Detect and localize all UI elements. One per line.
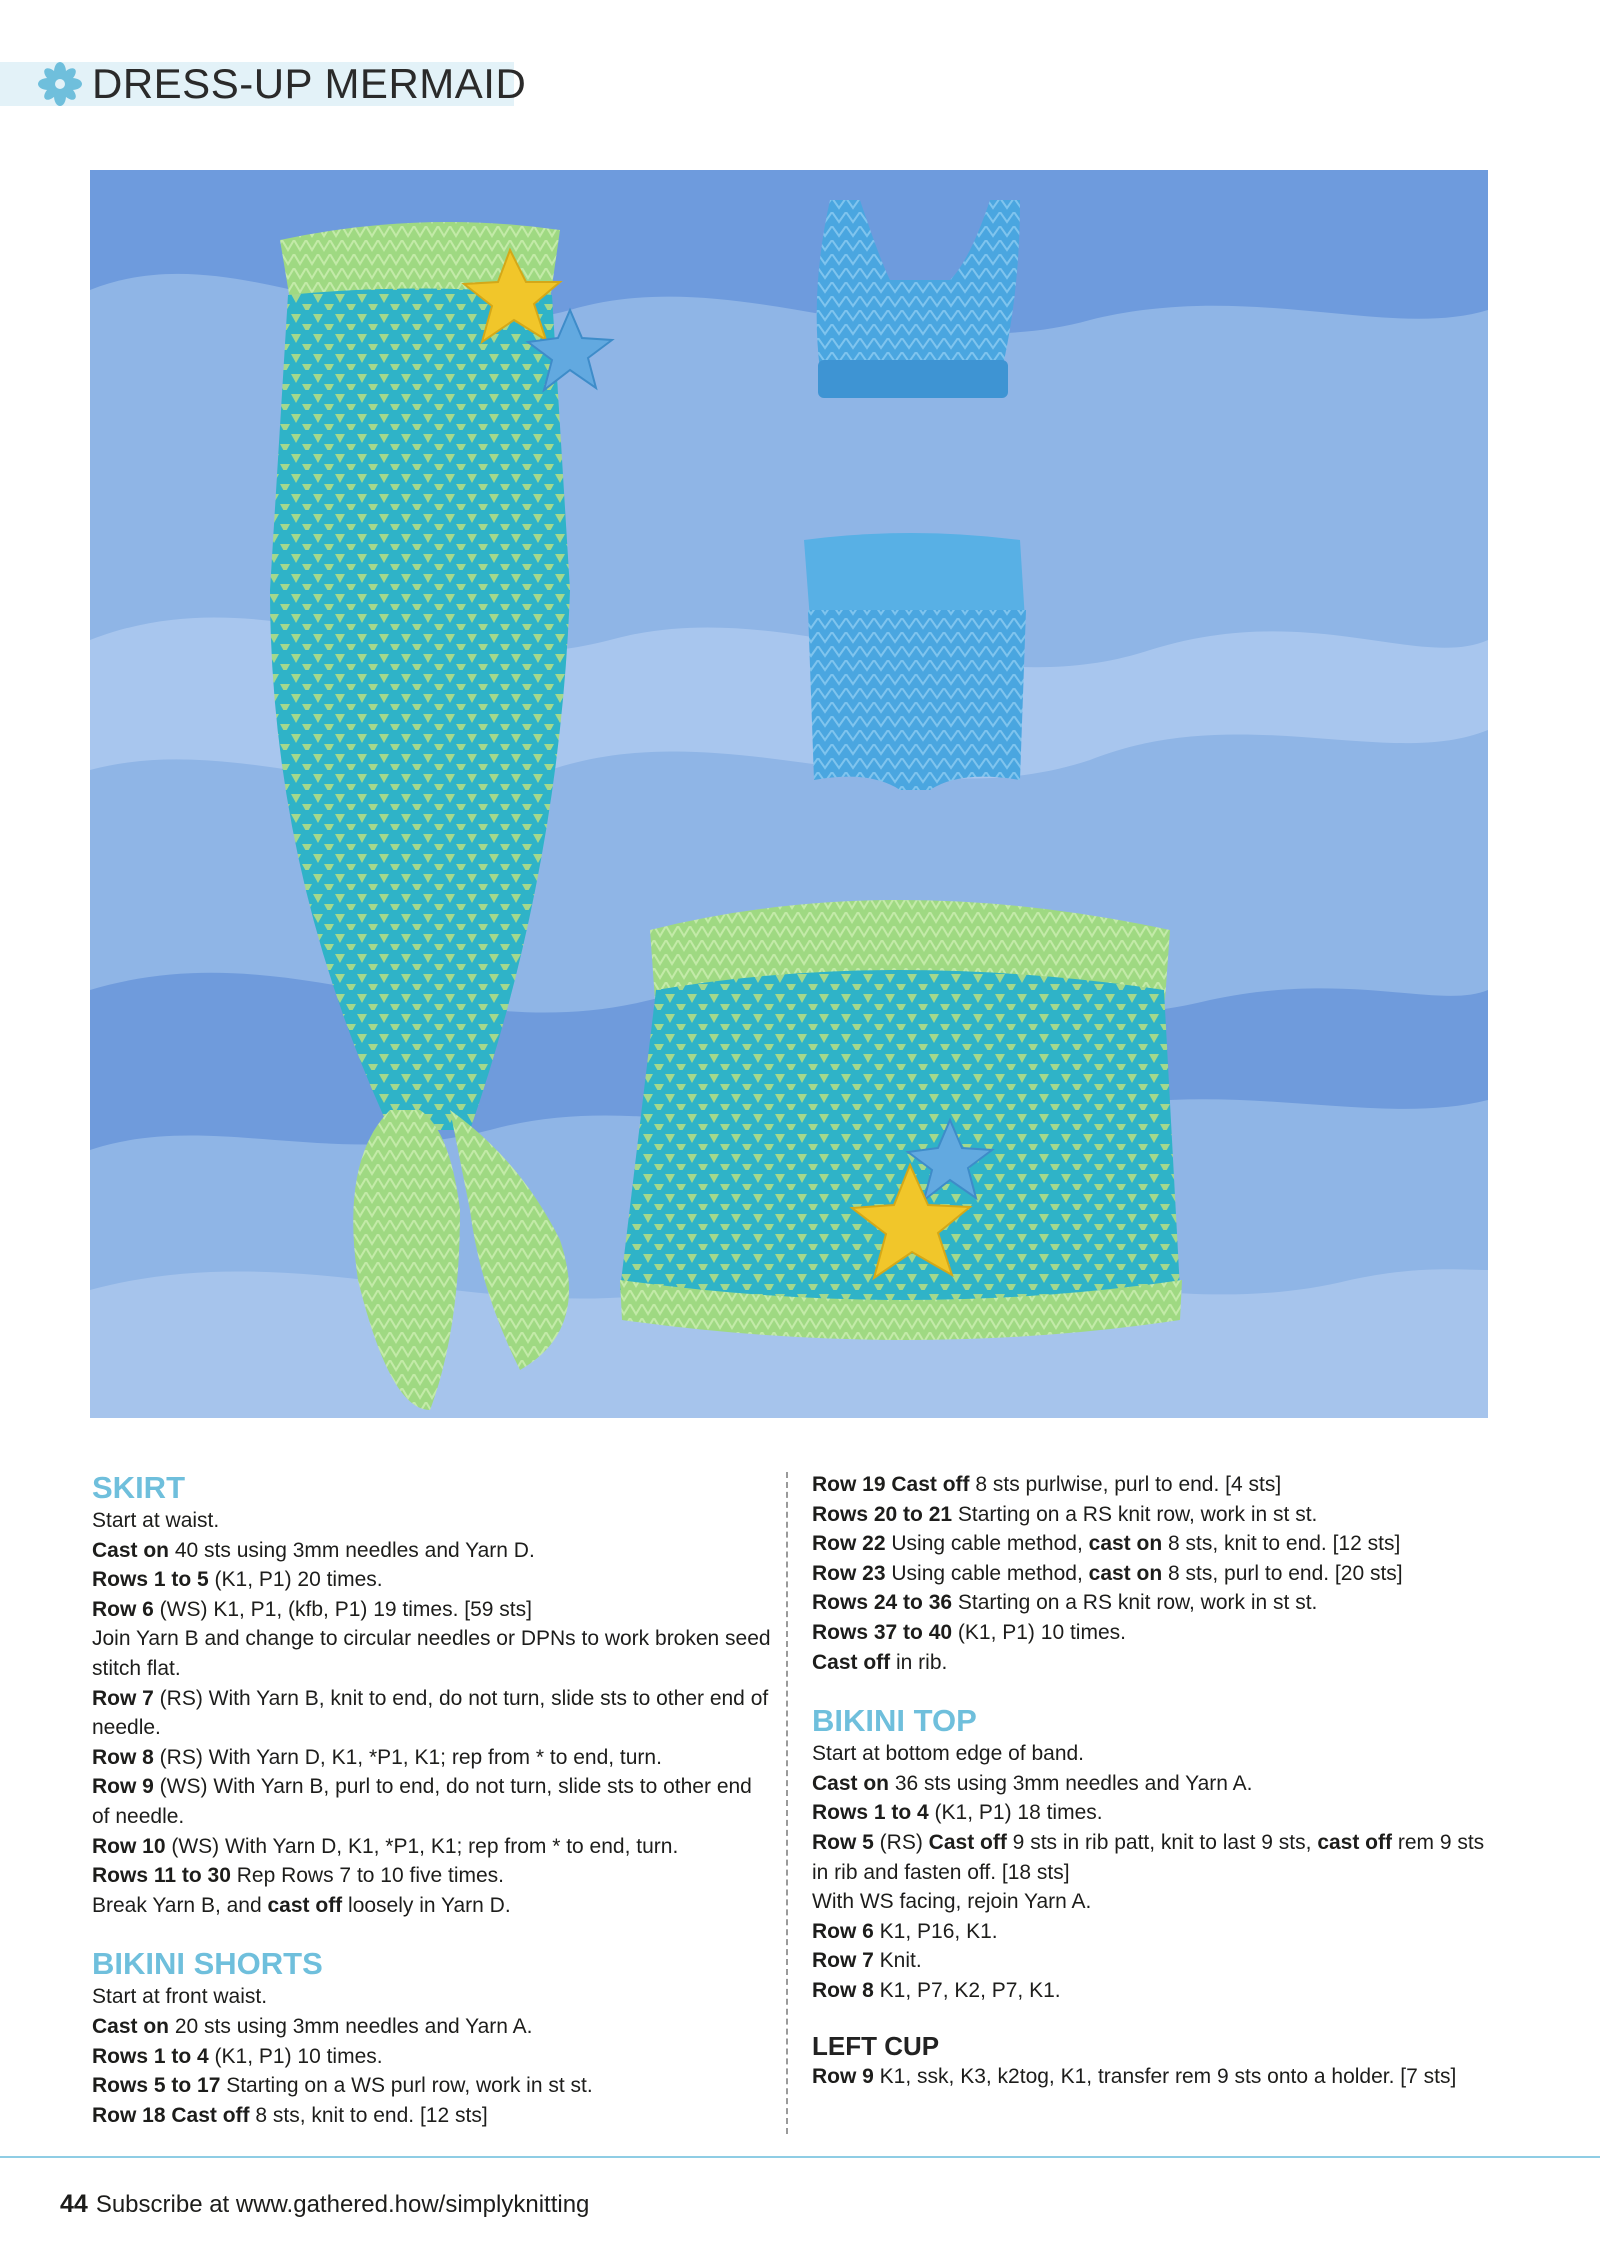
- instruction-text: Knit.: [873, 1949, 922, 1973]
- instruction-text: K1, ssk, K3, k2tog, K1, transfer rem 9 sts onto a holder. [7 sts]: [873, 2064, 1457, 2088]
- instruction-keyword: Rows 37 to 40: [812, 1620, 953, 1644]
- instruction-keyword: cast on: [1088, 1561, 1163, 1585]
- instruction-keyword: Row 23: [812, 1561, 886, 1585]
- instruction-keyword: Rows 1 to 5: [92, 1568, 209, 1592]
- instruction-keyword: Cast on: [812, 1771, 890, 1795]
- instruction-line: [92, 1743, 772, 1773]
- instruction-text: With WS facing, rejoin Yarn A.: [812, 1890, 1092, 1914]
- instruction-line: [92, 1982, 772, 2012]
- instruction-text: 8 sts, purl to end. [20 sts]: [1162, 1561, 1403, 1585]
- instruction-text: K1, P7, K2, P7, K1.: [873, 1978, 1061, 2002]
- instruction-text: Starting on a WS purl row, work in st st.: [220, 2074, 593, 2098]
- instruction-line: [92, 1536, 772, 1566]
- section-title: LEFT CUP: [812, 2030, 940, 2061]
- column-divider: [786, 1472, 788, 2134]
- instruction-text: (RS) With Yarn D, K1, *P1, K1; rep from * to end, turn.: [153, 1745, 662, 1769]
- instruction-line: [92, 1891, 772, 1921]
- flower-icon: [36, 60, 84, 108]
- instruction-text: Using cable method,: [885, 1532, 1089, 1556]
- instruction-keyword: Row 8: [92, 1745, 154, 1769]
- right-column: [812, 1470, 1492, 2091]
- instruction-line: [812, 1887, 1492, 1917]
- instruction-text: Starting on a RS knit row, work in st st.: [952, 1591, 1318, 1615]
- section-title: BIKINI SHORTS: [92, 1946, 323, 1982]
- instruction-keyword: Row 10: [92, 1834, 166, 1858]
- instruction-line: [812, 1828, 1492, 1887]
- instruction-keyword: Rows 1 to 4: [812, 1801, 929, 1825]
- instruction-keyword: Cast off: [812, 1650, 891, 1674]
- instruction-text: Rep Rows 7 to 10 five times.: [230, 1864, 505, 1888]
- instruction-line: [812, 1559, 1492, 1589]
- instruction-text: (K1, P1) 18 times.: [928, 1801, 1103, 1825]
- instruction-text: Join Yarn B and change to circular needles or DPNs to work broken seed stitch flat.: [92, 1627, 771, 1680]
- instruction-keyword: cast off: [1317, 1830, 1392, 1854]
- instruction-line: [812, 1588, 1492, 1618]
- instruction-text: Start at waist.: [92, 1509, 220, 1532]
- left-column: [92, 1470, 772, 2130]
- instruction-line: [812, 1470, 1492, 1500]
- instruction-text: (K1, P1) 10 times.: [208, 2044, 383, 2068]
- instruction-text: (WS) With Yarn B, purl to end, do not turn, slide sts to other end of needle.: [92, 1775, 752, 1828]
- instruction-keyword: Rows 24 to 36: [812, 1591, 953, 1615]
- footer-rule: [0, 2156, 1600, 2158]
- instruction-text: 8 sts purlwise, purl to end. [4 sts]: [969, 1473, 1282, 1496]
- instruction-keyword: Row 9: [92, 1775, 154, 1799]
- instruction-line: [812, 1500, 1492, 1530]
- instruction-keyword: Row 19 Cast off: [812, 1473, 970, 1496]
- instruction-keyword: Row 8: [812, 1978, 874, 2002]
- instruction-line: [92, 1832, 772, 1862]
- instruction-text: (RS): [873, 1830, 929, 1854]
- instruction-keyword: Rows 1 to 4: [92, 2044, 209, 2068]
- instruction-keyword: Row 7: [92, 1686, 154, 1710]
- instruction-line: [812, 2062, 1492, 2092]
- instruction-line: [812, 1976, 1492, 2006]
- instruction-text: 20 sts using 3mm needles and Yarn A.: [169, 2014, 533, 2038]
- instruction-text: (RS) With Yarn B, knit to end, do not turn, slide sts to other end of needle.: [92, 1686, 769, 1740]
- instruction-text: K1, P16, K1.: [873, 1919, 998, 1943]
- instruction-text: 9 sts in rib patt, knit to last 9 sts,: [1006, 1830, 1318, 1854]
- instruction-line: [92, 2012, 772, 2042]
- instruction-text: loosely in Yarn D.: [342, 1893, 511, 1917]
- instruction-text: (K1, P1) 20 times.: [208, 1568, 383, 1592]
- instruction-text: 36 sts using 3mm needles and Yarn A.: [889, 1771, 1253, 1795]
- instruction-text: 8 sts, knit to end. [12 sts]: [249, 2103, 488, 2127]
- instruction-keyword: Row 5: [812, 1830, 874, 1854]
- instruction-text: Using cable method,: [885, 1561, 1089, 1585]
- page-title: DRESS-UP MERMAID: [92, 60, 527, 107]
- instruction-text: (WS) K1, P1, (kfb, P1) 19 times. [59 sts]: [153, 1597, 532, 1621]
- instruction-keyword: cast on: [1088, 1532, 1163, 1556]
- knitted-mermaid-outfit-photo: [90, 170, 1488, 1418]
- instruction-line: [812, 1946, 1492, 1976]
- instruction-text: Break Yarn B, and: [92, 1893, 268, 1917]
- instruction-line: [812, 1529, 1492, 1559]
- instruction-line: [812, 1798, 1492, 1828]
- instruction-keyword: Rows 5 to 17: [92, 2074, 221, 2098]
- instruction-text: in rib.: [890, 1650, 948, 1674]
- instruction-keyword: Cast on: [92, 2014, 170, 2038]
- footer-subscribe-text: Subscribe at www.gathered.how/simplyknitting: [95, 2191, 590, 2218]
- instruction-text: (K1, P1) 10 times.: [952, 1620, 1126, 1644]
- instruction-text: rem 9 sts in rib and fasten off. [18 sts]: [812, 1830, 1485, 1884]
- instruction-keyword: Row 22: [812, 1532, 886, 1556]
- instruction-text: Start at bottom edge of band.: [812, 1742, 1085, 1766]
- instruction-line: [812, 1917, 1492, 1947]
- instruction-keyword: Rows 20 to 21: [812, 1502, 953, 1526]
- instruction-keyword: Row 6: [92, 1597, 154, 1621]
- instruction-keyword: cast off: [267, 1893, 343, 1917]
- instruction-line: [92, 1595, 772, 1625]
- instruction-line: [92, 1684, 772, 1743]
- instruction-keyword: Rows 11 to 30: [92, 1864, 231, 1888]
- instruction-keyword: Row 9: [812, 2064, 874, 2088]
- instruction-line: [92, 2101, 772, 2131]
- instruction-keyword: Cast on: [92, 1538, 170, 1562]
- instruction-line: [92, 1506, 772, 1536]
- instruction-keyword: Row 18 Cast off: [92, 2103, 250, 2127]
- instruction-line: [92, 1861, 772, 1891]
- instruction-line: [812, 1739, 1492, 1769]
- instruction-text: (WS) With Yarn D, K1, *P1, K1; rep from * to end, turn.: [165, 1834, 679, 1858]
- instruction-line: [92, 2042, 772, 2072]
- footer: [60, 2190, 589, 2219]
- instruction-keyword: Cast off: [928, 1830, 1007, 1854]
- instruction-text: Start at front waist.: [92, 1985, 268, 2009]
- instruction-text: 8 sts, knit to end. [12 sts]: [1162, 1532, 1401, 1556]
- section-title: BIKINI TOP: [812, 1703, 977, 1739]
- instruction-line: [812, 1769, 1492, 1799]
- instruction-line: [92, 1565, 772, 1595]
- instruction-line: [92, 1624, 772, 1683]
- instruction-keyword: Row 7: [812, 1949, 874, 1973]
- instruction-keyword: Row 6: [812, 1919, 874, 1943]
- instruction-line: [812, 1648, 1492, 1678]
- instruction-line: [92, 1772, 772, 1831]
- instruction-text: Starting on a RS knit row, work in st st.: [952, 1502, 1318, 1526]
- instruction-text: 40 sts using 3mm needles and Yarn D.: [169, 1538, 535, 1562]
- instruction-line: [812, 1618, 1492, 1648]
- page-number: 44: [60, 2190, 88, 2218]
- instruction-line: [92, 2071, 772, 2101]
- section-title: SKIRT: [92, 1470, 185, 1505]
